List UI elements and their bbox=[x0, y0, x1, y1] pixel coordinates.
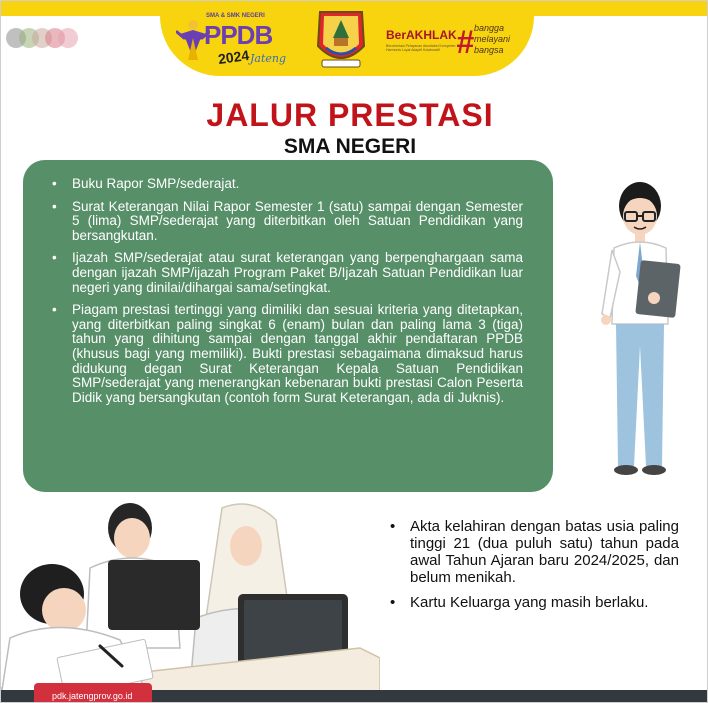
berakhlak-title: BerAKHLAK bbox=[386, 28, 457, 42]
side-requirements-list bbox=[388, 518, 679, 619]
ppdb-year: 2024 bbox=[217, 46, 251, 68]
page-title: JALUR PRESTASI bbox=[206, 97, 494, 133]
slide-nav-dots bbox=[6, 28, 71, 48]
nav-dot[interactable] bbox=[58, 28, 78, 48]
bangga-line-3: bangsa bbox=[474, 45, 504, 55]
bangga-hash: # bbox=[456, 24, 474, 60]
side-requirement-item: • Kartu Keluarga yang masih berlaku. bbox=[388, 594, 679, 611]
ppdb-caption: SMA & SMK NEGERI bbox=[206, 13, 265, 19]
berakhlak-logo bbox=[386, 28, 457, 52]
page-subtitle: SMA NEGERI bbox=[283, 135, 417, 158]
requirements-list bbox=[51, 177, 523, 405]
requirement-item: • Ijazah SMP/sederajat atau surat keterangan yang berpenghargaan sama dengan ijazah SMP/ijazah Program Paket B/Ijazah Satuan Pendidikan luar negeri yang dinilai/dihargai sama/setingkat. bbox=[51, 251, 523, 295]
berakhlak-subtitle: Berorientasi Pelayanan Akuntabel Kompeten Harmonis Loyal Adaptif Kolaboratif bbox=[386, 44, 456, 52]
ppdb-logo bbox=[176, 12, 288, 68]
bangga-lines bbox=[474, 23, 510, 56]
footer-url-tag[interactable]: pdk.jatengprov.go.id bbox=[34, 683, 152, 703]
ppdb-word: PPDB bbox=[204, 20, 273, 50]
ppdb-script: Jateng bbox=[250, 52, 287, 65]
student-with-glasses-holding-book-icon bbox=[598, 176, 682, 476]
requirements-card bbox=[23, 160, 553, 492]
requirement-item: • Surat Keterangan Nilai Rapor Semester 1 (satu) sampai dengan Semester 5 (lima) SMP/sederajat yang diterbitkan oleh Satuan Pendidikan yang bersangkutan. bbox=[51, 200, 523, 244]
requirement-item: • Piagam prestasi tertinggi yang dimiliki dan sesuai kriteria yang ditetapkan, yang diterbitkan paling singkat 6 (enam) bulan dan paling lama 3 (tiga) tahun yang dihitung sampai dengan tanggal akhir pendaftaran PPDB (khusus bagi yang memiliki). Bukti prestasi sebagaimana dimaksud harus didukung degan Surat Keterangan Kepala Satuan Pendidikan SMP/sederajat yang menerangkan kebenaran bukti prestasi Calon Peserta Didik yang bersangkutan (contoh form Surat Keterangan, ada di Juknis). bbox=[51, 303, 523, 405]
side-requirement-item: • Akta kelahiran dengan batas usia paling tinggi 21 (dua puluh satu) tahun pada awal Tahun Ajaran baru 2024/2025, dan belum menikah. bbox=[388, 518, 679, 586]
bangga-line-1: bangga bbox=[474, 23, 505, 33]
requirement-item: • Buku Rapor SMP/sederajat. bbox=[51, 177, 523, 192]
province-crest-icon bbox=[312, 8, 370, 72]
bangga-line-2: melayani bbox=[474, 34, 511, 44]
students-studying-at-computers-icon bbox=[0, 498, 380, 703]
